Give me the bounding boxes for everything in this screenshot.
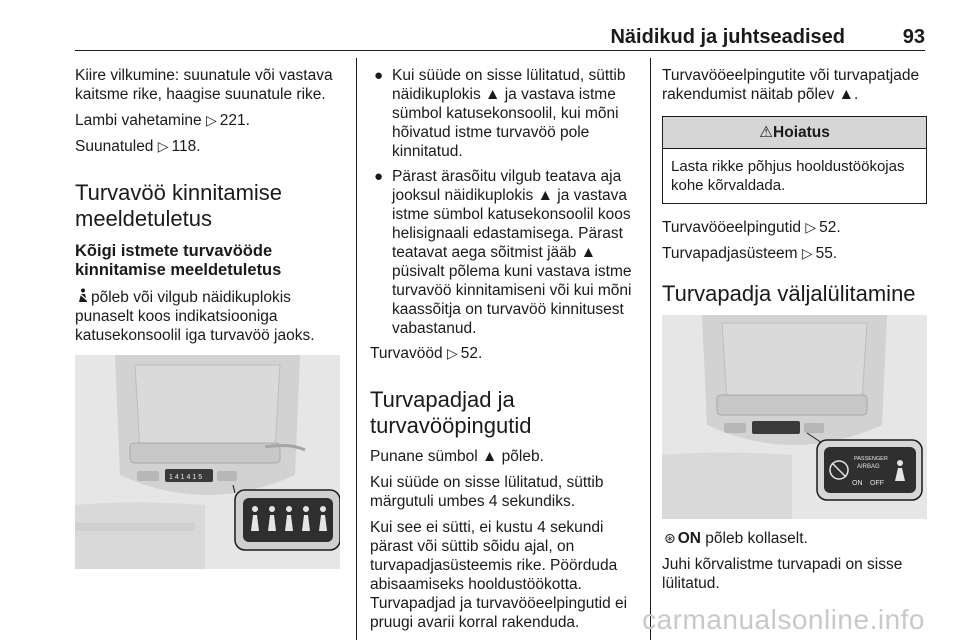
cross-reference	[75, 137, 345, 156]
panel-passenger-label: PASSENGER	[854, 456, 888, 462]
page-number: 93	[902, 26, 925, 48]
section-heading: Turvavöö kinnitamise meeldetuletus	[75, 180, 283, 231]
bullet-list	[370, 66, 635, 338]
column-2	[370, 66, 635, 639]
page-header	[75, 0, 925, 51]
paragraph-text: põleb või vilgub näidikuplokis punaselt koos indikatsiooniga katusekonsoolil iga turvavöö jaoks.	[75, 289, 315, 344]
page-ref-arrow-icon: ▷	[805, 219, 817, 235]
ref-page[interactable]: 55.	[815, 245, 838, 262]
warning-body: Lasta rikke põhjus hooldustöökojas kohe kõrvaldada.	[671, 158, 905, 194]
ref-page[interactable]: 52.	[819, 219, 841, 236]
paragraph	[75, 288, 345, 345]
list-item: ● Kui süüde on sisse lülitatud, süttib näidikuplokis ▲ ja vastava istme sümbol katusekonsoolil, kui mõni hõivatud istme turvavöö pole kinnitatud.	[374, 67, 626, 160]
ref-page[interactable]: 52.	[460, 345, 483, 362]
page-ref-arrow-icon: ▷	[801, 245, 813, 261]
page-ref-arrow-icon: ▷	[205, 112, 217, 128]
paragraph: Turvavööeelpingutite või turvapatjade rakendumist näitab põlev ▲.	[662, 67, 920, 103]
paragraph	[662, 529, 927, 548]
warning-header	[663, 117, 926, 149]
paragraph: Kui süüde on sisse lülitatud, süttib märgutuli umbes 4 sekundiks.	[370, 474, 604, 510]
cross-reference	[370, 344, 635, 363]
list-item: ● Pärast ärasõitu vilgub teatava aja jooksul näidikuplokis ▲ ja vastava istme sümbol katusekonsoolil koos helisignaali edastamisega. Pärast teatavat aega sõitmist jääb ▲ püsivalt põlema kuni vastava istme turvavöö kinnitamiseni või kui mõni kaassõitja on turvavöö kinnitusest vabastanud.	[374, 168, 632, 337]
panel-on-label: ON	[852, 480, 863, 487]
panel-airbag-label: AIRBAG	[857, 464, 880, 470]
subsection-heading: Kõigi istmete turvavööde kinnitamise meeldetuletus	[75, 242, 282, 279]
page-ref-arrow-icon: ▷	[446, 345, 458, 361]
section-heading: Turvapadja väljalülitamine	[662, 281, 916, 306]
panel-off-label: OFF	[870, 480, 884, 487]
cross-reference	[662, 218, 927, 237]
paragraph: Kui see ei sütti, ei kustu 4 sekundi pärast või süttib sõidu ajal, on turvapadjasüsteemis rike. Pöörduda abisaamiseks hooldustöökotta. Turvapadjad ja turvavööeelpingutid ei pruugi avarii korral rakenduda.	[370, 519, 628, 631]
warning-triangle-icon: ⚠	[759, 124, 774, 141]
column-divider	[650, 58, 651, 640]
roof-console-seatbelt-figure	[75, 355, 340, 569]
ref-page[interactable]: 118.	[171, 138, 201, 155]
airbag-deactivation-figure	[662, 315, 927, 519]
seatbelt-warning-icon	[77, 288, 89, 307]
paragraph: Punane sümbol ▲ põleb.	[370, 448, 544, 465]
ref-text: Lambi vahetamine	[75, 112, 202, 129]
console-code: 1 4 1 4 1 5	[169, 474, 203, 481]
airbag-deactivated-icon: ⊛	[664, 530, 676, 546]
warning-title: Hoiatus	[773, 124, 830, 141]
ref-page[interactable]: 221.	[219, 112, 250, 129]
cross-reference	[75, 111, 345, 130]
paragraph: Kiire vilkumine: suunatule või vastava kaitsme rike, haagise suunatule rike.	[75, 67, 333, 103]
column-divider	[356, 58, 357, 640]
watermark: carmanualsonline.info	[642, 604, 925, 635]
page-ref-arrow-icon: ▷	[157, 138, 169, 154]
ref-text: Turvavööd	[370, 345, 443, 362]
column-1	[75, 66, 345, 569]
section-heading: Turvapadjad ja turvavööpingutid	[370, 387, 532, 438]
ref-text: Turvavööeelpingutid	[662, 219, 802, 236]
paragraph-text: põleb kollaselt.	[705, 530, 808, 547]
header-title: Näidikud ja juhtseadised	[610, 26, 845, 48]
cross-reference	[662, 244, 927, 263]
paragraph: Juhi kõrvalistme turvapadi on sisse lülitatud.	[662, 556, 903, 592]
ref-text: Suunatuled	[75, 138, 154, 155]
warning-box	[662, 116, 927, 204]
column-3	[662, 66, 927, 600]
ref-text: Turvapadjasüsteem	[662, 245, 798, 262]
on-label: ON	[677, 530, 701, 547]
